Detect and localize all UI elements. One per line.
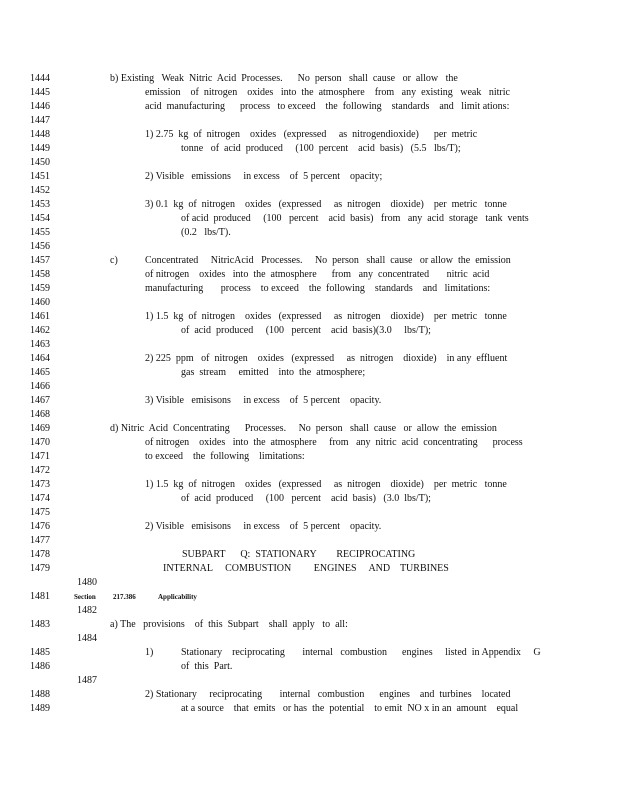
text-line: manufacturing process to exceed the following standards and limitations: — [145, 283, 491, 294]
text-line: b) Existing Weak Nitric Acid Processes. No person shall cause or allow the — [110, 73, 458, 84]
line-number: 1483 — [30, 619, 50, 630]
line-number: 1454 — [30, 213, 50, 224]
line-number: 1481 — [30, 591, 50, 602]
text-line: emission of nitrogen oxides into the atmosphere from any existing weak nitric — [145, 87, 510, 98]
text-line: tonne of acid produced (100 percent acid basis) (5.5 lbs/T); — [181, 143, 461, 154]
subpart-title: INTERNAL COMBUSTION ENGINES AND TURBINES — [163, 563, 449, 574]
text-line: 3) Visible emisisons in excess of 5 percent opacity. — [145, 395, 382, 406]
line-number: 1467 — [30, 395, 50, 406]
text-line: d) Nitric Acid Concentrating Processes. No person shall cause or allow the emission — [110, 423, 497, 434]
line-number: 1461 — [30, 311, 50, 322]
line-number: 1448 — [30, 129, 50, 140]
line-number: 1487 — [77, 675, 97, 686]
line-number: 1475 — [30, 507, 50, 518]
text-line: 1) — [145, 647, 154, 658]
line-number: 1462 — [30, 325, 50, 336]
section-label: Section — [74, 593, 96, 601]
line-number: 1477 — [30, 535, 50, 546]
line-number: 1465 — [30, 367, 50, 378]
text-line: 1) 2.75 kg of nitrogen oxides (expressed as nitrogendioxide) per metric — [145, 129, 478, 140]
line-number: 1488 — [30, 689, 50, 700]
line-number: 1447 — [30, 115, 50, 126]
line-number: 1444 — [30, 73, 50, 84]
line-number: 1452 — [30, 185, 50, 196]
text-line: of this Part. — [181, 661, 233, 672]
line-number: 1450 — [30, 157, 50, 168]
line-number: 1457 — [30, 255, 50, 266]
text-line: acid manufacturing process to exceed the following standards and limit ations: — [145, 101, 510, 112]
subpart-title: SUBPART Q: STATIONARY RECIPROCATING — [182, 549, 416, 560]
line-number: 1456 — [30, 241, 50, 252]
line-number: 1489 — [30, 703, 50, 714]
line-number: 1451 — [30, 171, 50, 182]
text-line: 3) 0.1 kg of nitrogen oxides (expressed as nitrogen dioxide) per metric tonne — [145, 199, 507, 210]
text-line: 2) Stationary reciprocating internal combustion engines and turbines located — [145, 689, 511, 700]
text-line: of acid produced (100 percent acid basis) from any acid storage tank vents — [181, 213, 529, 224]
line-number: 1474 — [30, 493, 50, 504]
text-line: Concentrated NitricAcid Processes. No person shall cause or allow the emission — [145, 255, 511, 266]
text-line: of nitrogen oxides into the atmosphere from any nitric acid concentrating process — [145, 437, 523, 448]
text-line: at a source that emits or has the potential to emit NO x in an amount equal — [181, 703, 519, 714]
line-number: 1469 — [30, 423, 50, 434]
line-number: 1473 — [30, 479, 50, 490]
line-number: 1466 — [30, 381, 50, 392]
line-number: 1449 — [30, 143, 50, 154]
line-number: 1460 — [30, 297, 50, 308]
line-number: 1482 — [77, 605, 97, 616]
line-number: 1476 — [30, 521, 50, 532]
text-line: gas stream emitted into the atmosphere; — [181, 367, 366, 378]
text-line: of acid produced (100 percent acid basis) (3.0 lbs/T); — [181, 493, 431, 504]
line-number: 1480 — [77, 577, 97, 588]
line-number: 1445 — [30, 87, 50, 98]
line-number: 1464 — [30, 353, 50, 364]
line-number: 1484 — [77, 633, 97, 644]
text-line: 1) 1.5 kg of nitrogen oxides (expressed as nitrogen dioxide) per metric tonne — [145, 479, 507, 490]
text-line: 1) 1.5 kg of nitrogen oxides (expressed as nitrogen dioxide) per metric tonne — [145, 311, 507, 322]
line-number: 1471 — [30, 451, 50, 462]
text-line: to exceed the following limitations: — [145, 451, 305, 462]
text-line: 2) 225 ppm of nitrogen oxides (expressed as nitrogen dioxide) in any effluent — [145, 353, 508, 364]
line-number: 1478 — [30, 549, 50, 560]
line-number: 1455 — [30, 227, 50, 238]
text-line: c) — [110, 255, 118, 266]
line-number: 1472 — [30, 465, 50, 476]
line-number: 1470 — [30, 437, 50, 448]
line-number: 1485 — [30, 647, 50, 658]
line-number: 1486 — [30, 661, 50, 672]
section-title: Applicability — [158, 593, 197, 601]
text-line: a) The provisions of this Subpart shall apply to all: — [110, 619, 348, 630]
text-line: of acid produced (100 percent acid basis)(3.0 lbs/T); — [181, 325, 431, 336]
line-number: 1453 — [30, 199, 50, 210]
section-number: 217.386 — [113, 593, 136, 601]
line-number: 1458 — [30, 269, 50, 280]
line-number: 1479 — [30, 563, 50, 574]
line-number: 1463 — [30, 339, 50, 350]
line-number: 1459 — [30, 283, 50, 294]
text-line: 2) Visible emisisons in excess of 5 percent opacity. — [145, 521, 382, 532]
text-line: (0.2 lbs/T). — [181, 227, 231, 238]
text-line: Stationary reciprocating internal combustion engines listed in Appendix G — [181, 647, 541, 658]
line-number: 1468 — [30, 409, 50, 420]
text-line: 2) Visible emissions in excess of 5 percent opacity; — [145, 171, 383, 182]
line-number: 1446 — [30, 101, 50, 112]
text-line: of nitrogen oxides into the atmosphere from any concentrated nitric acid — [145, 269, 490, 280]
